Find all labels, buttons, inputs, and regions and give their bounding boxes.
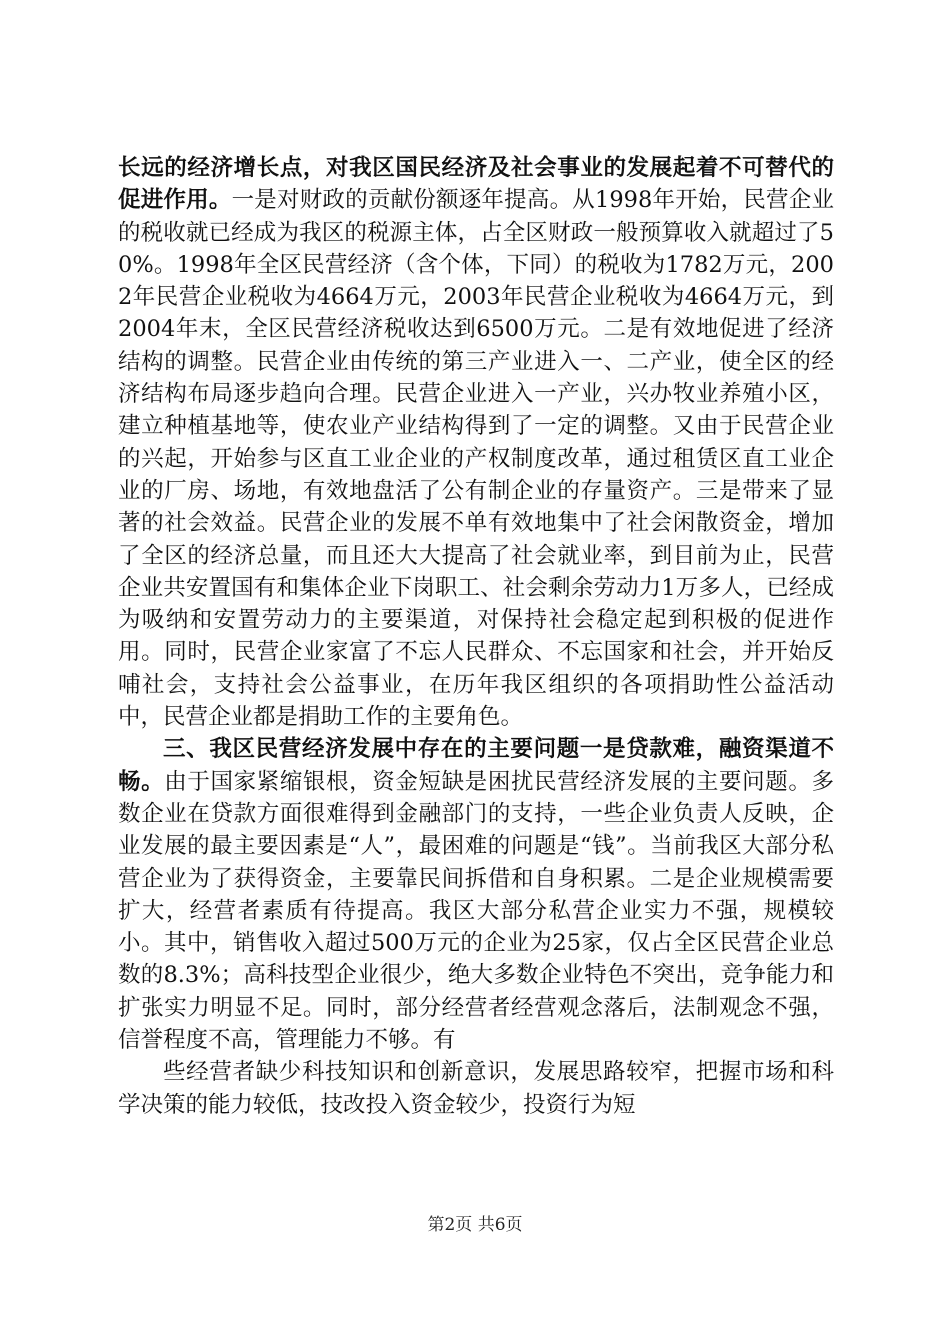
page-footer — [0, 1213, 950, 1237]
paragraph-3-text: 些经营者缺少科技知识和创新意识，发展思路较窄，把握市场和科学决策的能力较低，技改投入资金较少，投资行为短 — [118, 1059, 834, 1118]
paragraph-2-bold-lead: 三、我区民营经济发展中存在的主要问题一是贷款难，融资渠道不畅。 — [118, 736, 834, 795]
paragraph-1-text: 一是对财政的贡献份额逐年提高。从1998年开始，民营企业的税收就已经成为我区的税源主体，占全区财政一般预算收入就超过了50%。1998年全区民营经济（含个体，下同）的税收为1782万元，2002年民营企业税收为4664万元，2003年民营企业税收为4664万元，到2004年末，全区民营经济税收达到6500万元。二是有效地促进了经济结构的调整。民营企业由传统的第三产业进入一、二产业，使全区的经济结构布局逐步趋向合理。民营企业进入一产业，兴办牧业养殖小区，建立种植基地等，使农业产业结构得到了一定的调整。又由于民营企业的兴起，开始参与区直工业企业的产权制度改革，通过租赁区直工业企业的厂房、场地，有效地盘活了公有制企业的存量资产。三是带来了显著的社会效益。民营企业的发展不单有效地集中了社会闲散资金，增加了全区的经济总量，而且还大大提高了社会就业率，到目前为止，民营企业共安置国有和集体企业下岗职工、社会剩余劳动力1万多人，已经成为吸纳和安置劳动力的主要渠道，对保持社会稳定起到积极的促进作用。同时，民营企业家富了不忘人民群众、不忘国家和社会，并开始反哺社会，支持社会公益事业，在历年我区组织的各项捐助性公益活动中，民营企业都是捐助工作的主要角色。 — [118, 187, 834, 731]
paragraph-1 — [118, 152, 834, 733]
paragraph-3 — [118, 1056, 834, 1121]
paragraph-2-text: 由于国家紧缩银根，资金短缺是困扰民营经济发展的主要问题。多数企业在贷款方面很难得到金融部门的支持，一些企业负责人反映，企业发展的最主要因素是“人”，最困难的问题是“钱”。当前我区大部分私营企业为了获得资金，主要靠民间拆借和自身积累。二是企业规模需要扩大，经营者素质有待提高。我区大部分私营企业实力不强，规模较小。其中，销售收入超过500万元的企业为25家，仅占全区民营企业总数的8.3%；高科技型企业很少，绝大多数企业特色不突出，竞争能力和扩张实力明显不足。同时，部分经营者经营观念落后，法制观念不强，信誉程度不高，管理能力不够。有 — [118, 768, 834, 1054]
page-number-label: 第2页 共6页 — [427, 1215, 523, 1235]
document-body — [118, 152, 834, 1121]
paragraph-2 — [118, 733, 834, 1056]
paragraph-1-bold-lead: 长远的经济增长点，对我区国民经济及社会事业的发展起着不可替代的促进作用。 — [118, 155, 834, 214]
